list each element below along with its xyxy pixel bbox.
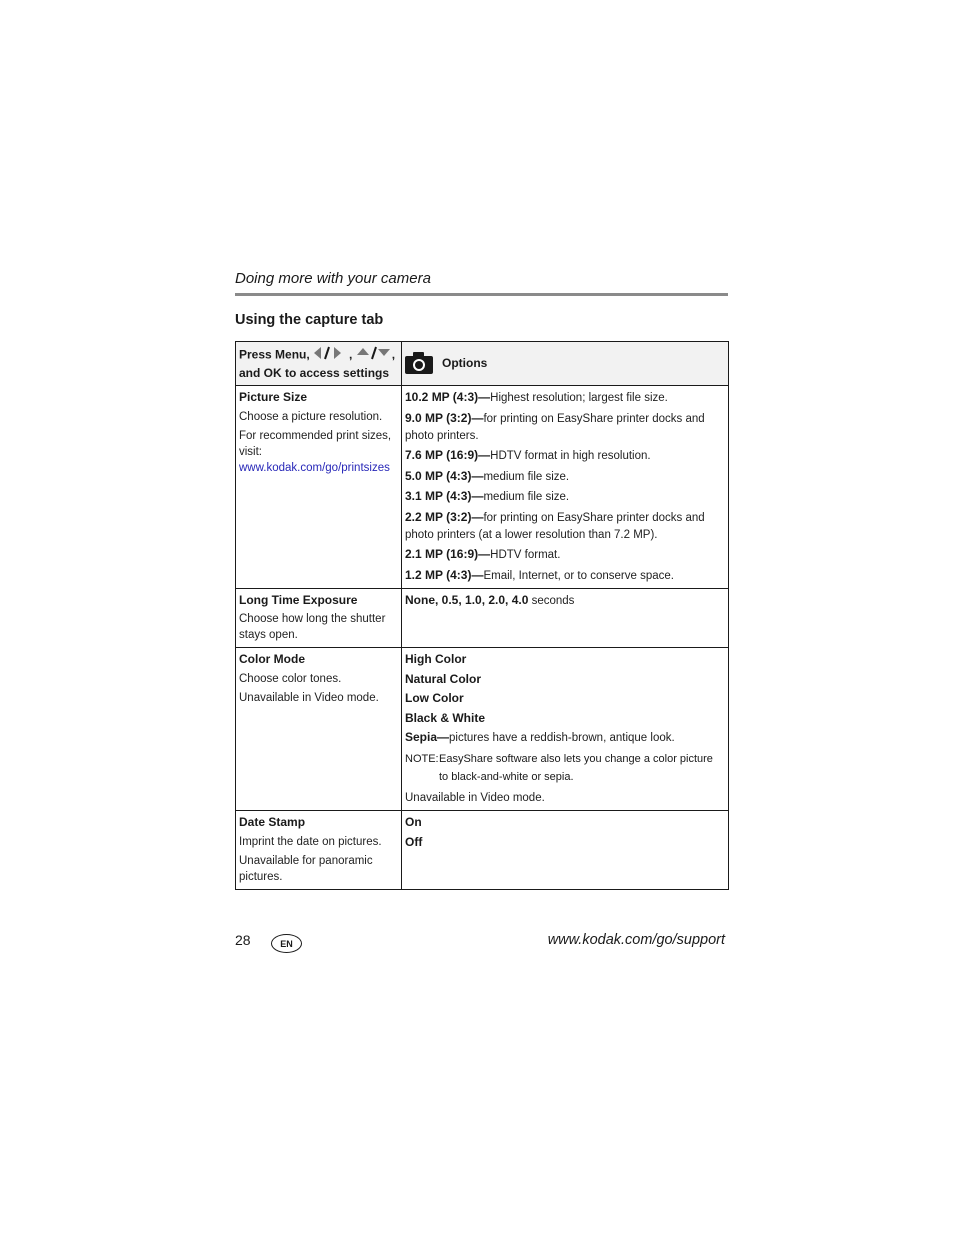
option-item: Black & White bbox=[405, 710, 486, 725]
option-item: 7.6 MP (16:9)—HDTV format in high resolution. bbox=[405, 448, 651, 462]
support-url[interactable]: www.kodak.com/go/support bbox=[547, 932, 725, 948]
option-item: 9.0 MP (3:2)—for printing on EasyShare printer docks and photo printers. bbox=[405, 410, 705, 442]
option-item: None, 0.5, 1.0, 2.0, 4.0 seconds bbox=[405, 592, 575, 607]
setting-name: Date Stamp bbox=[239, 815, 306, 829]
setting-cell bbox=[236, 648, 402, 811]
setting-description: Choose how long the shutter stays open. bbox=[239, 613, 386, 641]
option-item: 2.1 MP (16:9)—HDTV format. bbox=[405, 547, 561, 561]
access-settings-label: and OK to access settings bbox=[239, 366, 390, 380]
options-cell bbox=[402, 811, 729, 890]
unavailable-note: Unavailable in Video mode. bbox=[405, 792, 545, 804]
option-item: Sepia—pictures have a reddish-brown, antique look. bbox=[405, 730, 675, 744]
table-header-left bbox=[236, 342, 402, 386]
comma-separator: , bbox=[349, 347, 353, 362]
options-cell bbox=[402, 648, 729, 811]
setting-cell bbox=[236, 588, 402, 648]
option-item: 5.0 MP (4:3)—medium file size. bbox=[405, 468, 570, 483]
header-rule bbox=[235, 293, 728, 296]
setting-description: Unavailable for panoramic pictures. bbox=[239, 855, 373, 883]
language-badge: EN bbox=[271, 934, 302, 953]
option-item: 3.1 MP (4:3)—medium file size. bbox=[405, 489, 570, 503]
left-right-arrows-icon bbox=[313, 346, 349, 365]
page-number: 28 bbox=[235, 932, 251, 948]
option-item: High Color bbox=[405, 652, 467, 666]
press-menu-label: Press Menu, bbox=[239, 347, 310, 362]
option-item: 10.2 MP (4:3)—Highest resolution; largest file size. bbox=[405, 390, 668, 404]
setting-name: Color Mode bbox=[239, 652, 305, 666]
setting-name: Picture Size bbox=[239, 390, 308, 404]
note-label: NOTE: bbox=[405, 753, 439, 765]
table-header-row bbox=[236, 342, 729, 386]
setting-description: Choose color tones. bbox=[239, 672, 342, 685]
setting-description: Imprint the date on pictures. bbox=[239, 835, 382, 848]
setting-name: Long Time Exposure bbox=[239, 592, 358, 607]
option-item: 1.2 MP (4:3)—Email, Internet, or to conserve space. bbox=[405, 567, 674, 582]
table-row bbox=[236, 811, 729, 890]
setting-description: Choose a picture resolution. bbox=[239, 410, 383, 423]
table-row bbox=[236, 588, 729, 648]
options-header-label: Options bbox=[442, 356, 488, 370]
comma-separator: , bbox=[391, 347, 396, 362]
note-text: EasyShare software also lets you change a color picture to black-and-white or sepia. bbox=[439, 753, 713, 783]
table-row bbox=[236, 648, 729, 811]
option-item: Natural Color bbox=[405, 671, 482, 686]
setting-cell bbox=[236, 811, 402, 890]
option-item: On bbox=[405, 815, 422, 829]
camera-icon bbox=[405, 352, 433, 374]
table-header-right bbox=[402, 342, 729, 386]
option-item: 2.2 MP (3:2)—for printing on EasyShare printer docks and photo printers (at a lower resolution than 7.2 MP). bbox=[405, 509, 705, 541]
setting-description: For recommended print sizes, visit: bbox=[239, 430, 392, 458]
printsizes-link[interactable]: www.kodak.com/go/printsizes bbox=[239, 462, 390, 474]
option-item: Off bbox=[405, 834, 423, 849]
options-cell bbox=[402, 588, 729, 648]
setting-cell bbox=[236, 386, 402, 589]
option-item: Low Color bbox=[405, 691, 464, 705]
note bbox=[405, 750, 725, 786]
running-header: Doing more with your camera bbox=[235, 270, 431, 287]
section-title: Using the capture tab bbox=[235, 312, 384, 328]
table-row bbox=[236, 386, 729, 589]
options-cell bbox=[402, 386, 729, 589]
setting-description: Unavailable in Video mode. bbox=[239, 692, 379, 704]
capture-settings-table bbox=[235, 341, 729, 890]
up-down-arrows-icon bbox=[356, 346, 392, 365]
